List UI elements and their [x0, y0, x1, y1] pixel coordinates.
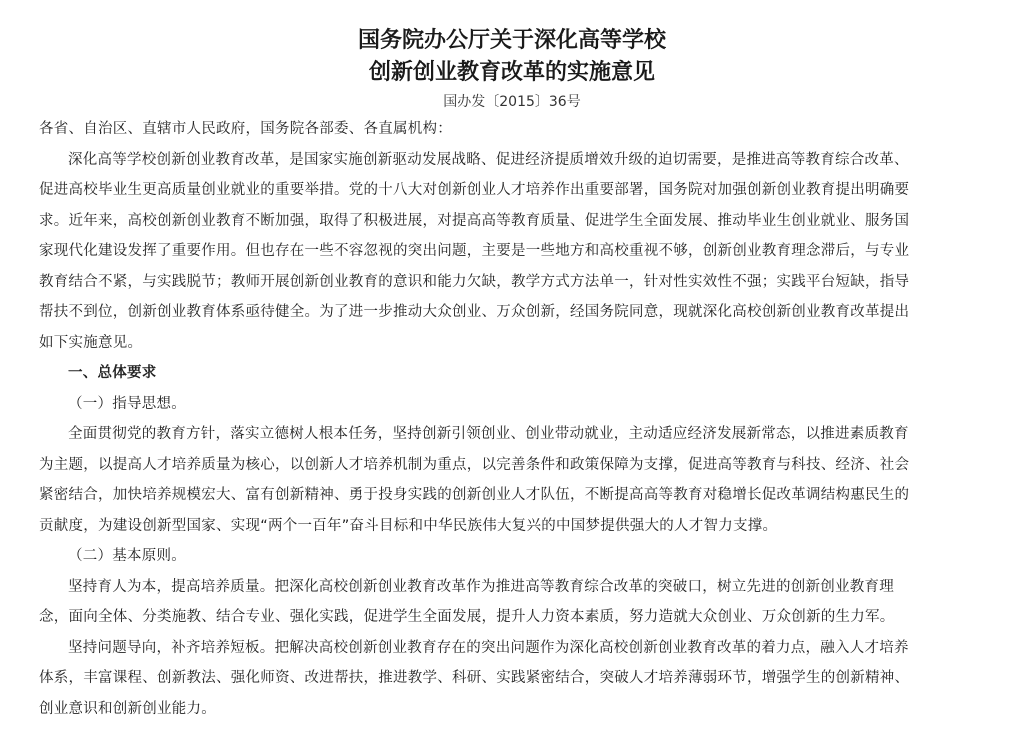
paragraph-line: 家现代化建设发挥了重要作用。但也存在一些不容忽视的突出问题，主要是一些地方和高校重视不够，创新创业教育理念滞后，与专业: [39, 243, 910, 259]
salutation: 各省、自治区、直辖市人民政府，国务院各部委、各直属机构：: [39, 121, 452, 137]
paragraph-line: 为主题，以提高人才培养质量为核心，以创新人才培养机制为重点，以完善条件和政策保障为支撑，促进高等教育与科技、经济、社会: [39, 456, 910, 473]
paragraph-line: 深化高等学校创新创业教育改革，是国家实施创新驱动发展战略、促进经济提质增效升级的迫切需要，是推进高等教育综合改革、: [68, 151, 909, 168]
paragraph-line: 紧密结合，加快培养规模宏大、富有创新精神、勇于投身实践的创新创业人才队伍，不断提高高等教育对稳增长促改革调结构惠民生的: [39, 487, 910, 503]
paragraph-line: 坚持育人为本，提高培养质量。把深化高校创新创业教育改革作为推进高等教育综合改革的突破口，树立先进的创新创业教育理: [68, 578, 894, 595]
subsection-heading: （一）指导思想。: [68, 395, 186, 412]
subsection-heading: （二）基本原则。: [68, 548, 186, 564]
paragraph-line: 求。近年来，高校创新创业教育不断加强，取得了积极进展，对提高高等教育质量、促进学生全面发展、推动毕业生创业就业、服务国: [39, 212, 910, 229]
paragraph-line: 坚持问题导向，补齐培养短板。把解决高校创新创业教育存在的突出问题作为深化高校创新创业教育改革的着力点，融入人才培养: [68, 639, 909, 656]
document-title-line-1: 国务院办公厅关于深化高等学校: [357, 27, 666, 53]
paragraph-line: 创业意识和创新创业能力。: [39, 700, 216, 717]
document-number: 国办发〔2015〕36号: [443, 94, 581, 110]
paragraph-line: 如下实施意见。: [39, 334, 143, 351]
section-heading: 一、总体要求: [68, 365, 157, 381]
paragraph-line: 促进高校毕业生更高质量创业就业的重要举措。党的十八大对创新创业人才培养作出重要部署，国务院对加强创新创业教育提出明确要: [39, 182, 910, 198]
paragraph-line: 教育结合不紧，与实践脱节；教师开展创新创业教育的意识和能力欠缺，教学方式方法单一，针对性实效性不强；实践平台短缺，指导: [39, 273, 910, 290]
paragraph-line: 全面贯彻党的教育方针，落实立德树人根本任务，坚持创新引领创业、创业带动就业，主动适应经济发展新常态，以推进素质教育: [68, 426, 909, 442]
paragraph-line: 体系，丰富课程、创新教法、强化师资、改进帮扶，推进教学、科研、实践紧密结合，突破人才培养薄弱环节，增强学生的创新精神、: [39, 670, 910, 686]
document-title-line-2: 创新创业教育改革的实施意见: [368, 59, 655, 85]
paragraph-line: 念，面向全体、分类施教、结合专业、强化实践，促进学生全面发展，提升人力资本素质，努力造就大众创业、万众创新的生力军。: [39, 609, 895, 625]
paragraph-line: 贡献度，为建设创新型国家、实现“两个一百年”奋斗目标和中华民族伟大复兴的中国梦提供强大的人才智力支撑。: [39, 517, 778, 534]
paragraph-line: 帮扶不到位，创新创业教育体系亟待健全。为了进一步推动大众创业、万众创新，经国务院同意，现就深化高校创新创业教育改革提出: [39, 304, 910, 320]
